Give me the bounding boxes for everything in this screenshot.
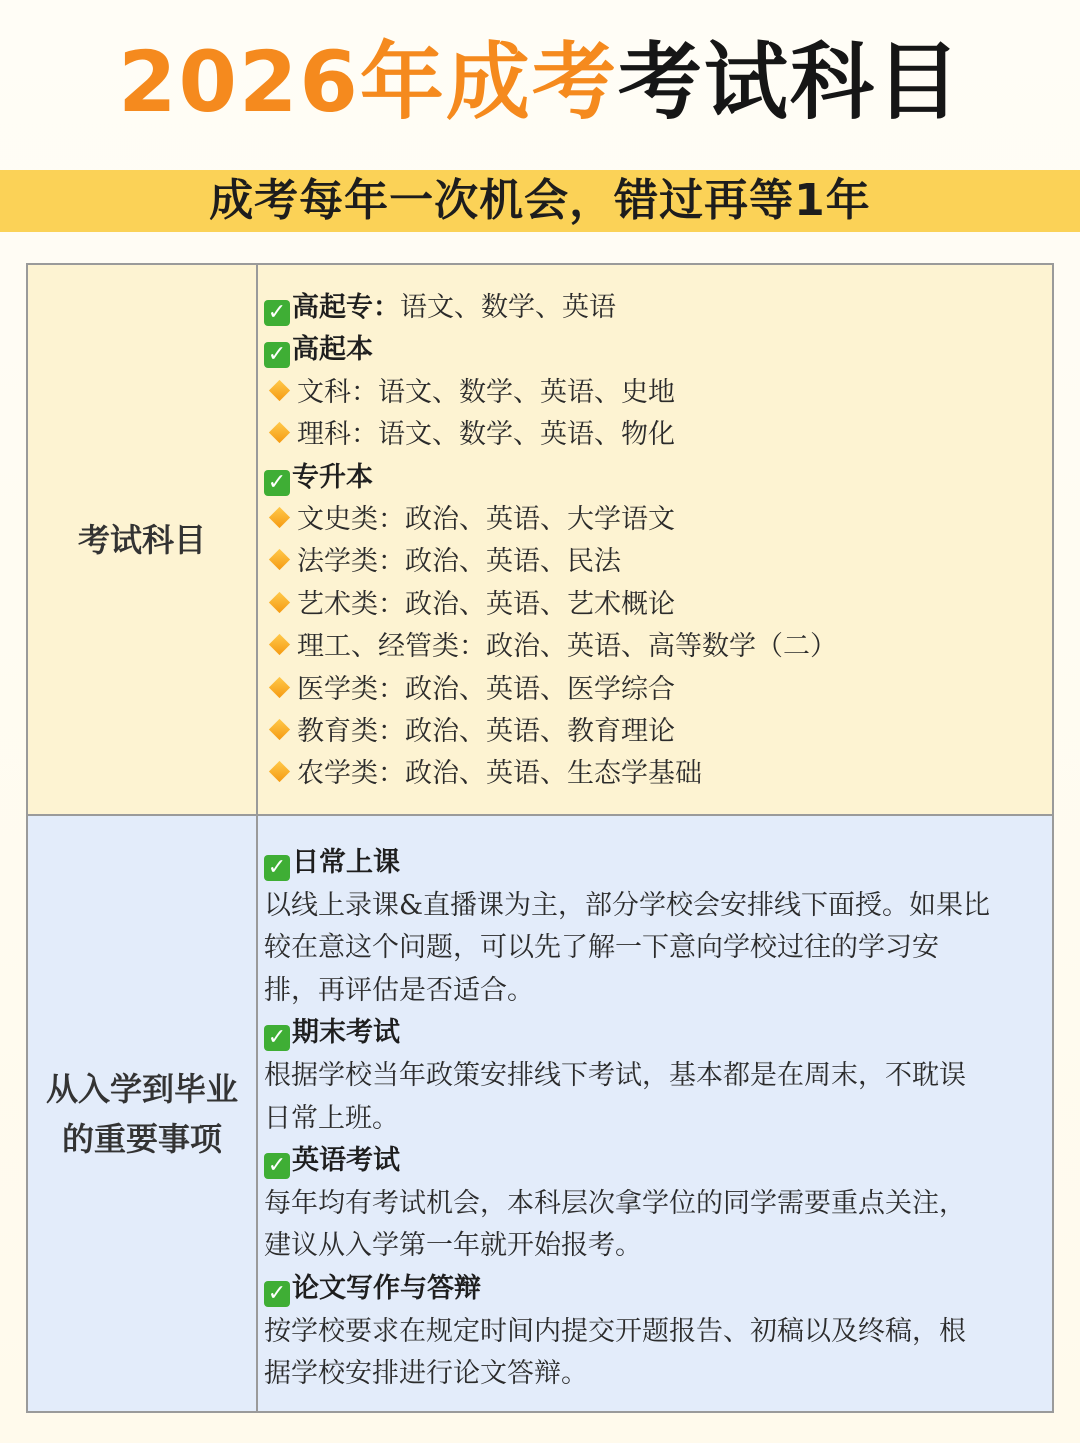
item-text: 语文、数学、英语 bbox=[400, 292, 616, 323]
subjects-content bbox=[258, 265, 1052, 814]
item-text: 理工、经管类：政治、英语、高等数学（二） bbox=[297, 631, 837, 663]
check-box-icon: ✓ bbox=[264, 1153, 290, 1179]
list-item bbox=[264, 329, 1052, 371]
row-label-subjects: 考试科目 bbox=[28, 265, 258, 814]
list-item bbox=[264, 970, 1052, 1013]
list-item bbox=[264, 626, 1052, 668]
paragraph-text: 建议从入学第一年就开始报考。 bbox=[264, 1230, 642, 1262]
orange-diamond-icon bbox=[269, 507, 290, 528]
list-item bbox=[264, 753, 1052, 795]
item-text: 法学类：政治、英语、民法 bbox=[297, 546, 621, 578]
item-heading: 日常上课 bbox=[292, 847, 400, 878]
orange-diamond-icon bbox=[269, 634, 290, 655]
list-item bbox=[264, 287, 1052, 329]
paragraph-text: 较在意这个问题，可以先了解一下意向学校过往的学习安 bbox=[264, 932, 939, 964]
item-text: 教育类：政治、英语、教育理论 bbox=[297, 716, 675, 748]
list-item bbox=[264, 1098, 1052, 1141]
list-item bbox=[264, 669, 1052, 711]
list-item bbox=[264, 584, 1052, 626]
list-item bbox=[264, 499, 1052, 541]
check-box-icon: ✓ bbox=[264, 300, 290, 326]
list-item bbox=[264, 1311, 1052, 1354]
item-heading: 期末考试 bbox=[292, 1017, 400, 1049]
list-item bbox=[264, 1012, 1052, 1055]
check-box-icon: ✓ bbox=[264, 1025, 290, 1051]
paragraph-text: 日常上班。 bbox=[264, 1102, 399, 1134]
orange-diamond-icon bbox=[269, 422, 290, 443]
item-heading: 论文写作与答辩 bbox=[292, 1272, 481, 1304]
orange-diamond-icon bbox=[269, 380, 290, 401]
row-label-line: 从入学到毕业 bbox=[45, 1069, 238, 1108]
paragraph-text: 按学校要求在规定时间内提交开题报告、初稿以及终稿，根 bbox=[264, 1315, 966, 1347]
list-item bbox=[264, 1140, 1052, 1183]
page-title bbox=[0, 32, 1080, 132]
table-row-milestones bbox=[28, 816, 1052, 1411]
item-heading: 高起本 bbox=[292, 334, 373, 366]
list-item bbox=[264, 711, 1052, 753]
item-text: 农学类：政治、英语、生态学基础 bbox=[297, 758, 702, 790]
row-label-milestones bbox=[28, 816, 258, 1411]
item-heading: 专升本 bbox=[292, 461, 373, 493]
orange-diamond-icon bbox=[269, 677, 290, 698]
milestones-content bbox=[258, 816, 1052, 1411]
item-heading: 英语考试 bbox=[292, 1145, 400, 1177]
list-item bbox=[264, 457, 1052, 499]
info-table bbox=[26, 263, 1054, 1413]
list-item bbox=[264, 1183, 1052, 1226]
title-highlight: 2026年成考 bbox=[118, 33, 618, 131]
list-item bbox=[264, 885, 1052, 928]
item-text: 理科：语文、数学、英语、物化 bbox=[297, 419, 675, 451]
item-heading: 高起专： bbox=[292, 292, 400, 323]
list-item bbox=[264, 414, 1052, 456]
item-text: 文科：语文、数学、英语、史地 bbox=[297, 376, 675, 408]
check-box-icon: ✓ bbox=[264, 855, 290, 881]
list-item bbox=[264, 541, 1052, 583]
check-box-icon: ✓ bbox=[264, 1281, 290, 1307]
table-row-subjects bbox=[28, 265, 1052, 816]
item-text: 艺术类：政治、英语、艺术概论 bbox=[297, 588, 675, 620]
list-item bbox=[264, 1225, 1052, 1268]
list-item bbox=[264, 372, 1052, 414]
paragraph-text: 根据学校当年政策安排线下考试，基本都是在周末，不耽误 bbox=[264, 1059, 966, 1091]
check-box-icon: ✓ bbox=[264, 342, 290, 368]
check-box-icon: ✓ bbox=[264, 470, 290, 496]
orange-diamond-icon bbox=[269, 719, 290, 740]
paragraph-text: 以线上录课&直播课为主，部分学校会安排线下面授。如果比 bbox=[264, 889, 991, 921]
paragraph-text: 每年均有考试机会，本科层次拿学位的同学需要重点关注， bbox=[264, 1187, 966, 1219]
list-item bbox=[264, 927, 1052, 970]
item-text: 文史类：政治、英语、大学语文 bbox=[297, 504, 675, 536]
paragraph-text: 据学校安排进行论文答辩。 bbox=[264, 1358, 588, 1390]
list-item bbox=[264, 1353, 1052, 1396]
title-main: 考试科目 bbox=[617, 33, 962, 131]
orange-diamond-icon bbox=[269, 592, 290, 613]
row-label-line: 的重要事项 bbox=[61, 1119, 222, 1158]
list-item bbox=[264, 842, 1052, 885]
list-item bbox=[264, 1268, 1052, 1311]
list-item bbox=[264, 1055, 1052, 1098]
banner: 成考每年一次机会，错过再等1年 bbox=[0, 170, 1080, 232]
orange-diamond-icon bbox=[269, 549, 290, 570]
paragraph-text: 排，再评估是否适合。 bbox=[264, 974, 534, 1006]
item-text: 医学类：政治、英语、医学综合 bbox=[297, 673, 675, 705]
orange-diamond-icon bbox=[269, 761, 290, 782]
